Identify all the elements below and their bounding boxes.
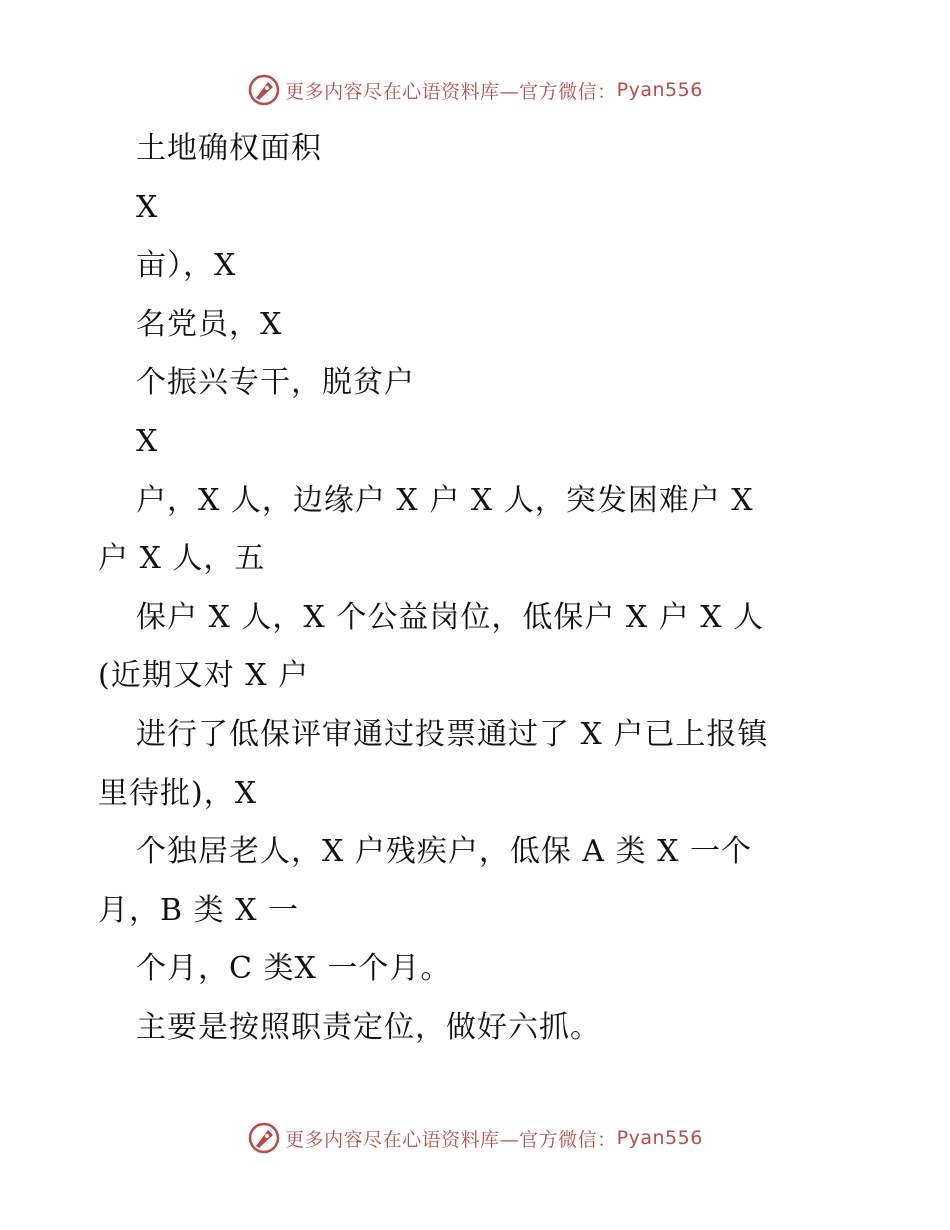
pen-nib-logo-icon: [247, 73, 281, 107]
body-line: 户，X 人，边缘户 X 户 X 人，突发困难户 X: [136, 482, 754, 518]
body-line: 名党员，X: [136, 306, 283, 342]
body-line: 主要是按照职责定位，做好六抓。: [136, 1009, 601, 1045]
body-line: 土地确权面积: [136, 131, 322, 166]
body-line: 月，B 类 X 一: [98, 892, 300, 928]
body-line: X: [136, 423, 159, 459]
pen-nib-logo-icon: [247, 1121, 281, 1155]
body-line: (近期又对 X 户: [98, 658, 310, 694]
body-line: 个独居老人，X 户残疾户，低保 A 类 X 一个: [136, 834, 753, 870]
body-line: 保户 X 人，X 个公益岗位，低保户 X 户 X 人: [136, 599, 765, 635]
body-line: 进行了低保评审通过投票通过了 X 户已上报镇: [136, 716, 769, 752]
body-line: 户 X 人，五: [98, 541, 266, 577]
body-line: 个振兴专干，脱贫户: [136, 365, 415, 401]
header-banner-wechat-id: Pyan556: [616, 79, 703, 101]
header-banner: [0, 70, 950, 110]
footer-banner-wechat-id: Pyan556: [616, 1127, 703, 1149]
body-line: 里待批)，X: [98, 775, 258, 811]
body-line: 亩），X: [136, 248, 237, 284]
body-line: X: [136, 189, 159, 225]
body-line: 个月，C 类X 一个月。: [136, 951, 452, 987]
footer-banner-text: 更多内容尽在心语资料库—官方微信：: [285, 1128, 617, 1151]
header-banner-text: 更多内容尽在心语资料库—官方微信：: [285, 80, 617, 103]
document-body: [98, 120, 858, 1058]
footer-banner: [0, 1118, 950, 1158]
